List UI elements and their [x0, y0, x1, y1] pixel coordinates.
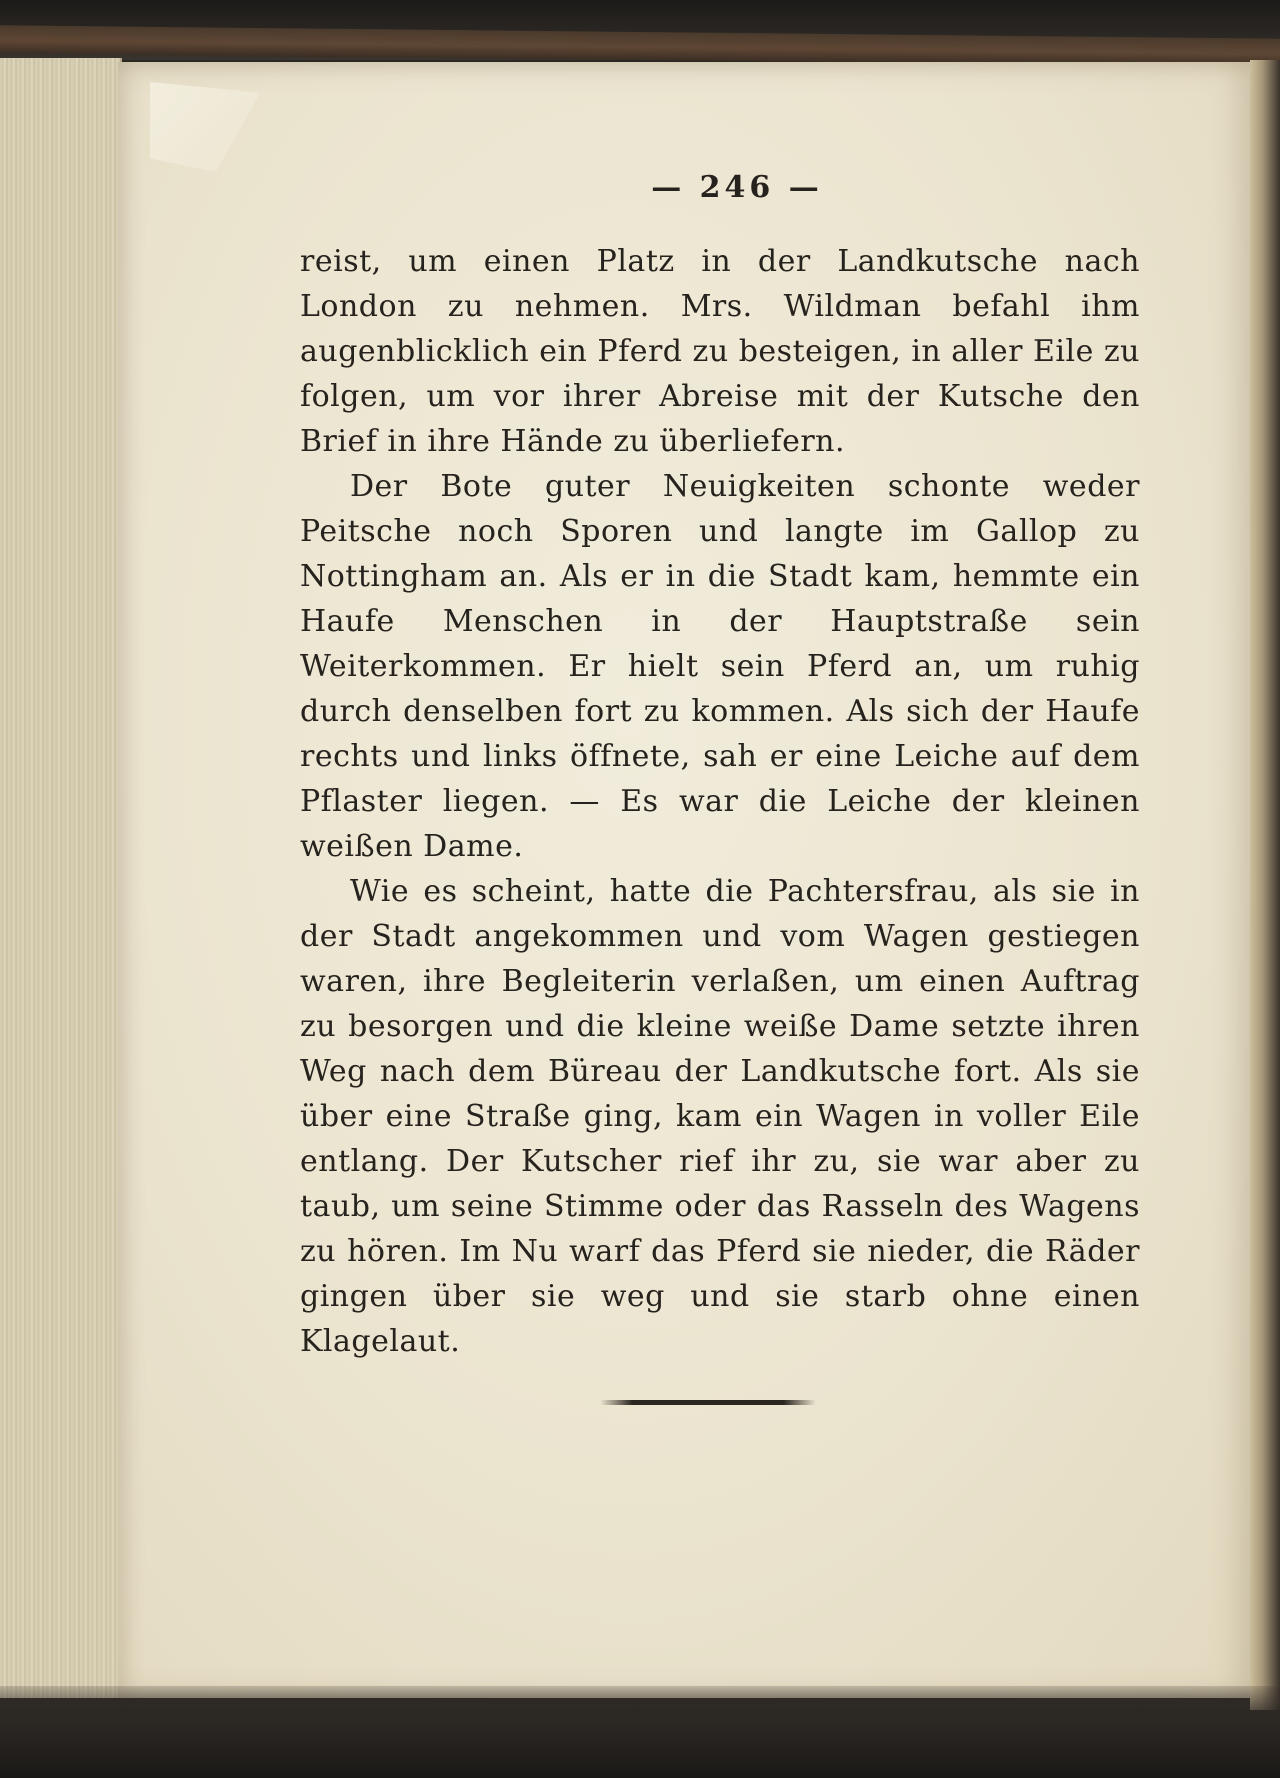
page-number: — 246 —	[651, 170, 823, 205]
paragraph-1: reist, um einen Platz in der Landkutsche nach London zu nehmen. Mrs. Wildman befahl ihm augenblicklich ein Pferd zu besteigen, in aller Eile zu folgen, um vor ihrer Abreise mit der Kutsche den Brief in ihre Hände zu überliefern.	[300, 244, 1140, 459]
page-text-block	[300, 170, 1140, 1364]
paragraph-2: Der Bote guter Neuigkeiten schonte weder Peitsche noch Sporen und langte im Gallop zu Nottingham an. Als er in die Stadt kam, hemmte ein Haufe Menschen in der Hauptstraße sein Weiterkommen. Er hielt sein Pferd an, um ruhig durch denselben fort zu kommen. Als sich der Haufe rechts und links öffnete, sah er eine Leiche auf dem Pflaster liegen. — Es war die Leiche der kleinen weißen Dame.	[300, 469, 1140, 864]
section-end-rule	[600, 1400, 816, 1405]
page-stack-edge	[0, 58, 122, 1698]
right-gutter	[1250, 60, 1280, 1710]
bottom-shadow	[0, 1686, 1280, 1778]
paragraph-3: Wie es scheint, hatte die Pachtersfrau, als sie in der Stadt angekommen und vom Wagen gestiegen waren, ihre Begleiterin verlaßen, um einen Auftrag zu besorgen und die kleine weiße Dame setzte ihren Weg nach dem Büreau der Landkutsche fort. Als sie über eine Straße ging, kam ein Wagen in voller Eile entlang. Der Kutscher rief ihr zu, sie war aber zu taub, um seine Stimme oder das Rasseln des Wagens zu hören. Im Nu warf das Pferd sie nieder, die Räder gingen über sie weg und sie starb ohne einen Klagelaut.	[300, 874, 1140, 1359]
